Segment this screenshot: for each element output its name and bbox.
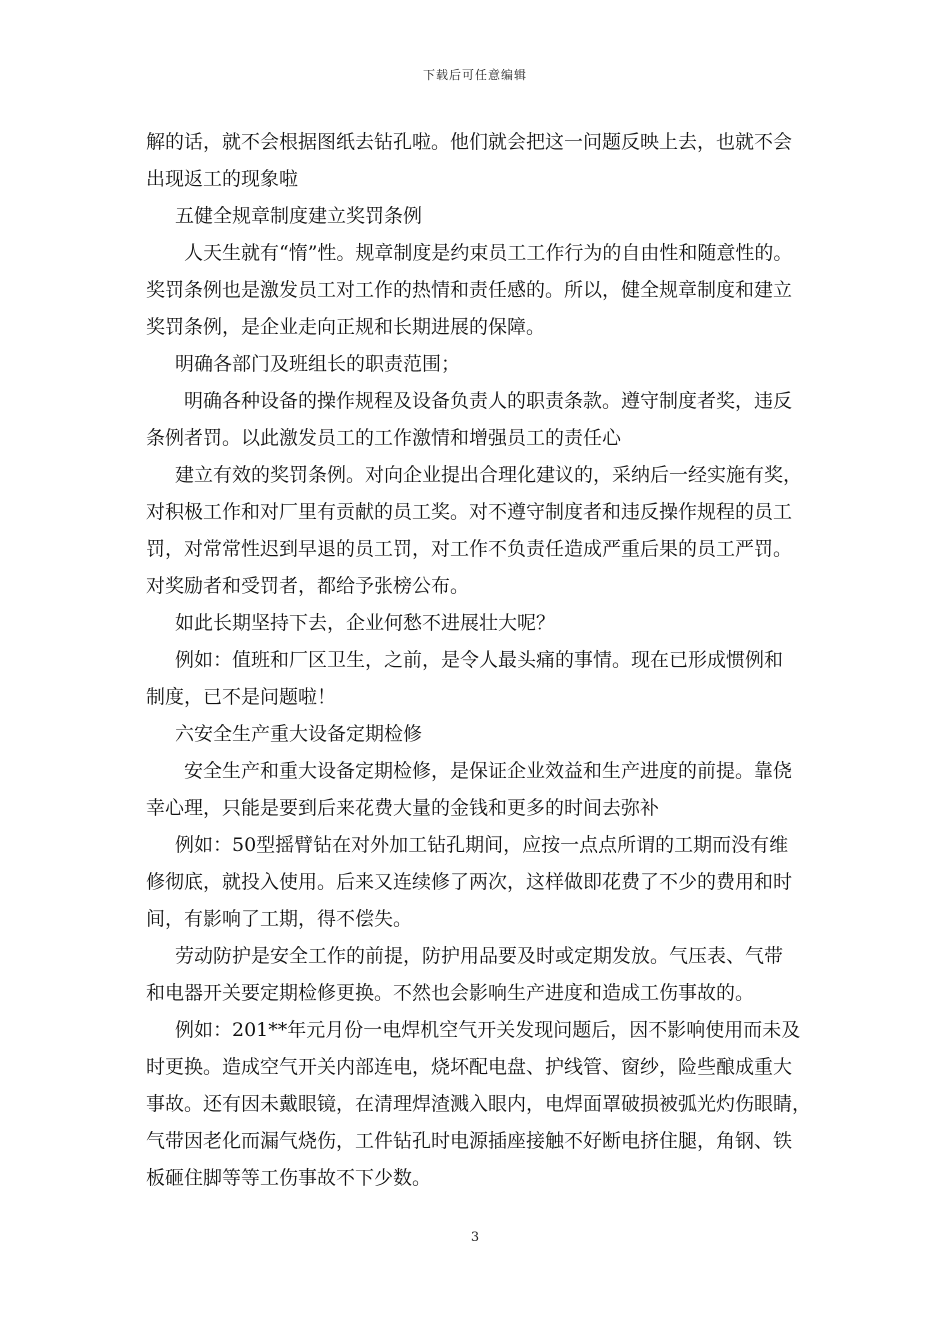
section-heading: 五健全规章制度建立奖罚条例 bbox=[175, 205, 423, 227]
text-line: 幸心理，只能是要到后来花费大量的金钱和更多的时间去弥补 bbox=[146, 797, 660, 819]
text-line: 例如：50型摇臂钻在对外加工钻孔期间，应按一点点所谓的工期而没有维 bbox=[175, 834, 789, 856]
text-line: 和电器开关要定期检修更换。不然也会影响生产进度和造成工伤事故的。 bbox=[146, 982, 755, 1004]
text-line: 间，有影响了工期，得不偿失。 bbox=[146, 908, 413, 930]
text-line: 劳动防护是安全工作的前提，防护用品要及时或定期发放。气压表、气带 bbox=[175, 945, 784, 967]
text-line: 对奖励者和受罚者，都给予张榜公布。 bbox=[146, 575, 470, 597]
text-line: 气带因老化而漏气烧伤，工件钻孔时电源插座接触不好断电挤住腿，角钢、铁 bbox=[146, 1130, 793, 1152]
section-heading: 六安全生产重大设备定期检修 bbox=[175, 723, 423, 745]
document-body bbox=[146, 124, 818, 1197]
text-line: 奖罚条例也是激发员工对工作的热情和责任感的。所以，健全规章制度和建立 bbox=[146, 279, 793, 301]
text-line: 时更换。造成空气开关内部连电，烧坏配电盘、护线管、窗纱，险些酿成重大 bbox=[146, 1056, 793, 1078]
text-line: 出现返工的现象啦 bbox=[146, 168, 299, 190]
text-line: 例如：201**年元月份一电焊机空气开关发现问题后，因不影响使用而未及 bbox=[175, 1019, 801, 1041]
text-line: 人天生就有“惰”性。规章制度是约束员工工作行为的自由性和随意性的。 bbox=[184, 242, 793, 264]
text-line: 例如：值班和厂区卫生，之前，是令人最头痛的事情。现在已形成惯例和 bbox=[175, 649, 784, 671]
text-line: 解的话，就不会根据图纸去钻孔啦。他们就会把这一问题反映上去，也就不会 bbox=[146, 131, 793, 153]
page-number: 3 bbox=[470, 1230, 480, 1245]
text-line: 板砸住脚等等工伤事故不下少数。 bbox=[146, 1167, 432, 1189]
text-line: 明确各部门及班组长的职责范围； bbox=[175, 353, 461, 375]
text-line: 如此长期坚持下去，企业何愁不进展壮大呢？ bbox=[175, 612, 556, 634]
page-header: 下载后可任意编辑 bbox=[422, 68, 527, 82]
text-line: 修彻底，就投入使用。后来又连续修了两次，这样做即花费了不少的费用和时 bbox=[146, 871, 793, 893]
text-line: 制度，已不是问题啦！ bbox=[146, 686, 337, 708]
text-line: 罚，对常常性迟到早退的员工罚，对工作不负责任造成严重后果的员工严罚。 bbox=[146, 538, 793, 560]
text-line: 条例者罚。以此激发员工的工作激情和增强员工的责任心 bbox=[146, 427, 622, 449]
text-line: 建立有效的奖罚条例。对向企业提出合理化建议的，采纳后一经实施有奖， bbox=[175, 464, 803, 486]
text-line: 事故。还有因未戴眼镜，在清理焊渣溅入眼内，电焊面罩破损被弧光灼伤眼睛， bbox=[146, 1093, 812, 1115]
text-line: 奖罚条例，是企业走向正规和长期进展的保障。 bbox=[146, 316, 546, 338]
text-line: 安全生产和重大设备定期检修，是保证企业效益和生产进度的前提。靠侥 bbox=[184, 760, 793, 782]
text-line: 对积极工作和对厂里有贡献的员工奖。对不遵守制度者和违反操作规程的员工 bbox=[146, 501, 793, 523]
text-line: 明确各种设备的操作规程及设备负责人的职责条款。遵守制度者奖，违反 bbox=[184, 390, 793, 412]
